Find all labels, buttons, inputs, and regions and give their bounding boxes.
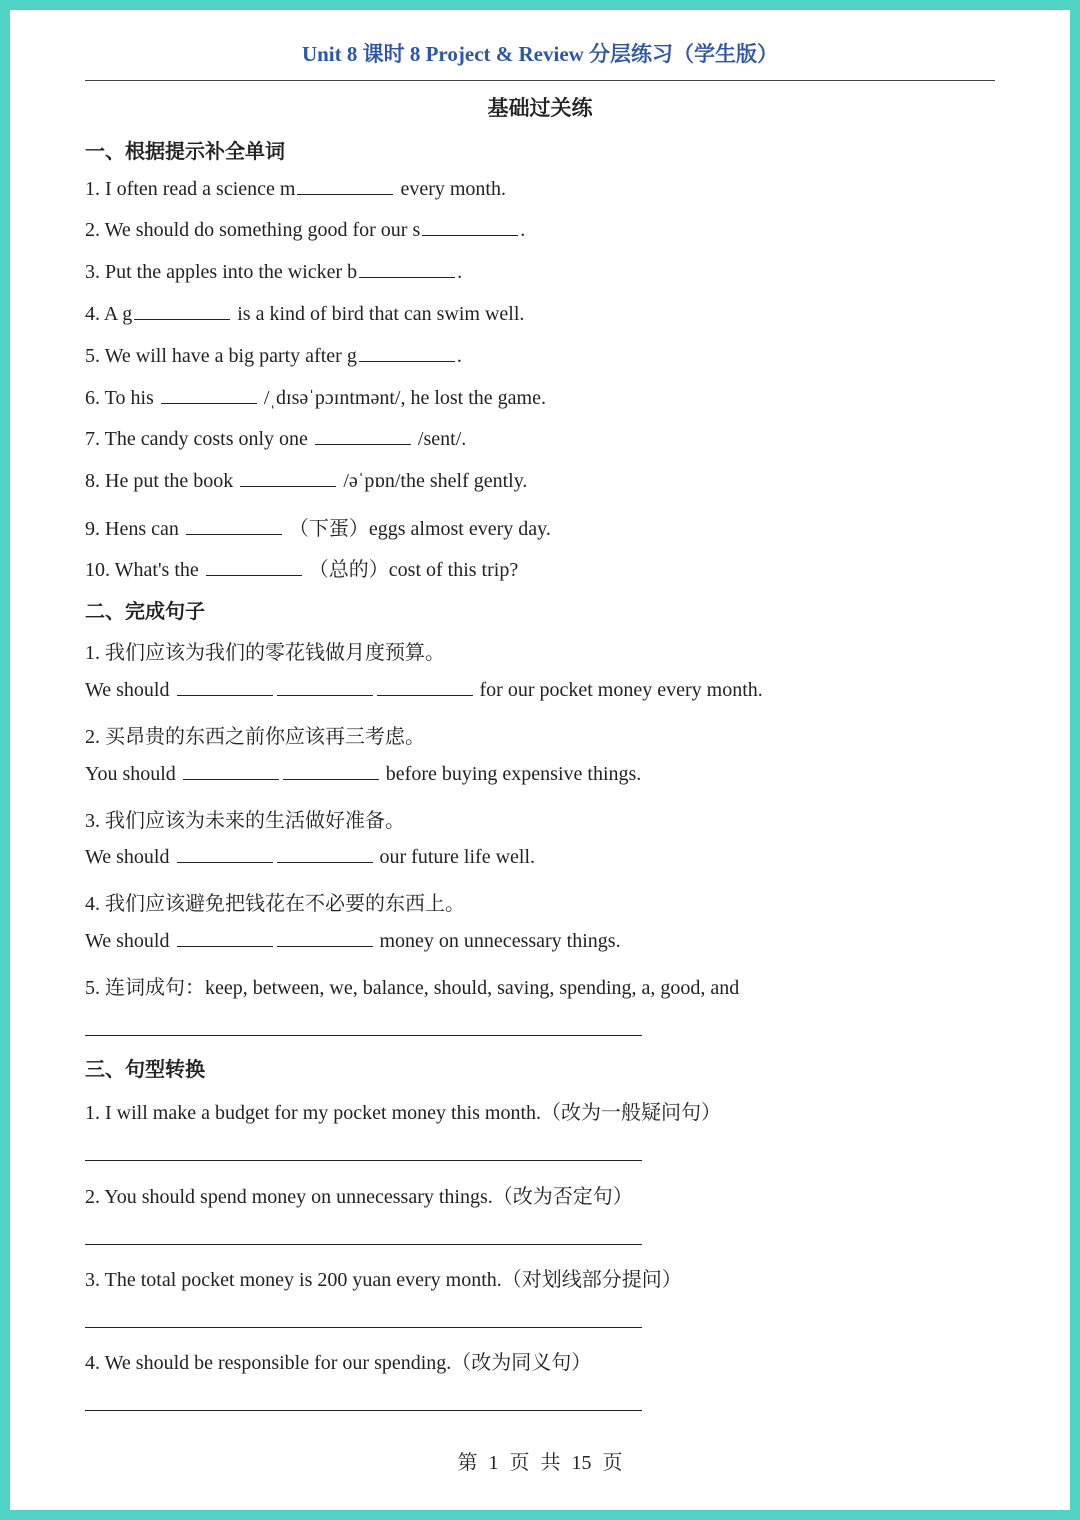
s1-item-9: [85, 512, 551, 541]
fill-blank[interactable]: [277, 930, 373, 947]
fill-blank[interactable]: [422, 219, 518, 236]
s1-item-1-post: every month.: [395, 178, 506, 200]
s1-item-8: [85, 470, 527, 493]
s2-item-4-pre: We should: [85, 930, 175, 952]
s3-item-2: 2. You should spend money on unnecessary things.（改为否定句）: [85, 1186, 633, 1208]
page-footer: 第 1 页 共 15 页: [457, 1452, 623, 1474]
answer-line[interactable]: [85, 1410, 642, 1411]
s1-item-4: [85, 303, 524, 326]
header-rule: [85, 80, 995, 81]
fill-blank[interactable]: [240, 470, 336, 487]
fill-blank[interactable]: [277, 679, 373, 696]
fill-blank[interactable]: [177, 930, 273, 947]
s3-item-1: 1. I will make a budget for my pocket money this month.（改为一般疑问句）: [85, 1102, 722, 1124]
s2-item-3-answer: [85, 846, 535, 869]
s1-item-10-pre: 10. What's the: [85, 559, 204, 581]
s2-item-4-answer: [85, 930, 621, 953]
s2-item-1-answer: [85, 679, 763, 702]
fill-blank[interactable]: [277, 846, 373, 863]
fill-blank[interactable]: [315, 428, 411, 445]
section3-title: 三、句型转换: [85, 1057, 205, 1081]
s2-item-2-answer: [85, 763, 641, 786]
s1-item-6-post: /ˌdɪsəˈpɔɪntmənt/, he lost the game.: [258, 387, 546, 409]
fill-blank[interactable]: [161, 387, 257, 404]
s2-item-1-chinese: 1. 我们应该为我们的零花钱做月度预算。: [85, 642, 445, 664]
s3-item-4: 4. We should be responsible for our spending.（改为同义句）: [85, 1352, 592, 1374]
s1-item-4-post: is a kind of bird that can swim well.: [232, 303, 525, 325]
fill-blank[interactable]: [283, 763, 379, 780]
s1-item-7: [85, 428, 466, 451]
s3-item-3: 3. The total pocket money is 200 yuan every month.（对划线部分提问）: [85, 1269, 682, 1291]
s1-item-3: [85, 261, 462, 284]
s2-item-4-post: money on unnecessary things.: [374, 930, 621, 952]
s1-item-10-post: （总的）cost of this trip?: [303, 559, 519, 581]
s1-item-9-pre: 9. Hens can: [85, 518, 184, 540]
fill-blank[interactable]: [177, 846, 273, 863]
s2-item-1-post: for our pocket money every month.: [474, 679, 763, 701]
s1-item-9-post: （下蛋）eggs almost every day.: [283, 518, 551, 540]
worksheet-page: [10, 10, 1070, 1510]
page-header: Unit 8 课时 8 Project & Review 分层练习（学生版）: [301, 42, 779, 66]
s2-item-3-pre: We should: [85, 846, 175, 868]
answer-line[interactable]: [85, 1160, 642, 1161]
fill-blank[interactable]: [186, 518, 282, 535]
s1-item-5-pre: 5. We will have a big party after g: [85, 345, 357, 367]
s1-item-5-post: .: [456, 345, 462, 367]
s1-item-8-pre: 8. He put the book: [85, 470, 239, 492]
s2-item-2-post: before buying expensive things.: [380, 763, 642, 785]
fill-blank[interactable]: [177, 679, 273, 696]
s1-item-1: [85, 178, 506, 201]
s2-item-2-chinese: 2. 买昂贵的东西之前你应该再三考虑。: [85, 726, 425, 748]
answer-line[interactable]: [85, 1327, 642, 1328]
s2-item-3-chinese: 3. 我们应该为未来的生活做好准备。: [85, 810, 405, 832]
s1-item-2-pre: 2. We should do something good for our s: [85, 219, 421, 241]
s2-item-2-pre: You should: [85, 763, 181, 785]
s1-item-7-post: /sent/.: [412, 428, 467, 450]
s1-item-6: [85, 387, 546, 410]
fill-blank[interactable]: [359, 345, 455, 362]
s1-item-3-pre: 3. Put the apples into the wicker b: [85, 261, 358, 283]
s1-item-10: [85, 553, 518, 582]
fill-blank[interactable]: [134, 303, 230, 320]
s1-item-3-post: .: [457, 261, 463, 283]
section2-title: 二、完成句子: [85, 599, 205, 623]
s2-item-4-chinese: 4. 我们应该避免把钱花在不必要的东西上。: [85, 893, 465, 915]
s1-item-2: [85, 219, 525, 242]
s1-item-2-post: .: [520, 219, 526, 241]
fill-blank[interactable]: [377, 679, 473, 696]
s1-item-7-pre: 7. The candy costs only one: [85, 428, 313, 450]
s2-item-3-post: our future life well.: [374, 846, 535, 868]
s1-item-1-pre: 1. I often read a science m: [85, 178, 296, 200]
s1-item-4-pre: 4. A g: [85, 303, 133, 325]
s1-item-8-post: /əˈpɒn/the shelf gently.: [338, 470, 528, 492]
subtitle: 基础过关练: [487, 96, 593, 120]
answer-line[interactable]: [85, 1035, 642, 1036]
answer-line[interactable]: [85, 1244, 642, 1245]
s2-item-5: 5. 连词成句：keep, between, we, balance, should, saving, spending, a, good, and: [85, 977, 740, 999]
section1-title: 一、根据提示补全单词: [85, 139, 285, 163]
s1-item-6-pre: 6. To his: [85, 387, 159, 409]
fill-blank[interactable]: [359, 261, 455, 278]
s2-item-1-pre: We should: [85, 679, 175, 701]
fill-blank[interactable]: [297, 178, 393, 195]
s1-item-5: [85, 345, 462, 368]
fill-blank[interactable]: [183, 763, 279, 780]
fill-blank[interactable]: [206, 559, 302, 576]
